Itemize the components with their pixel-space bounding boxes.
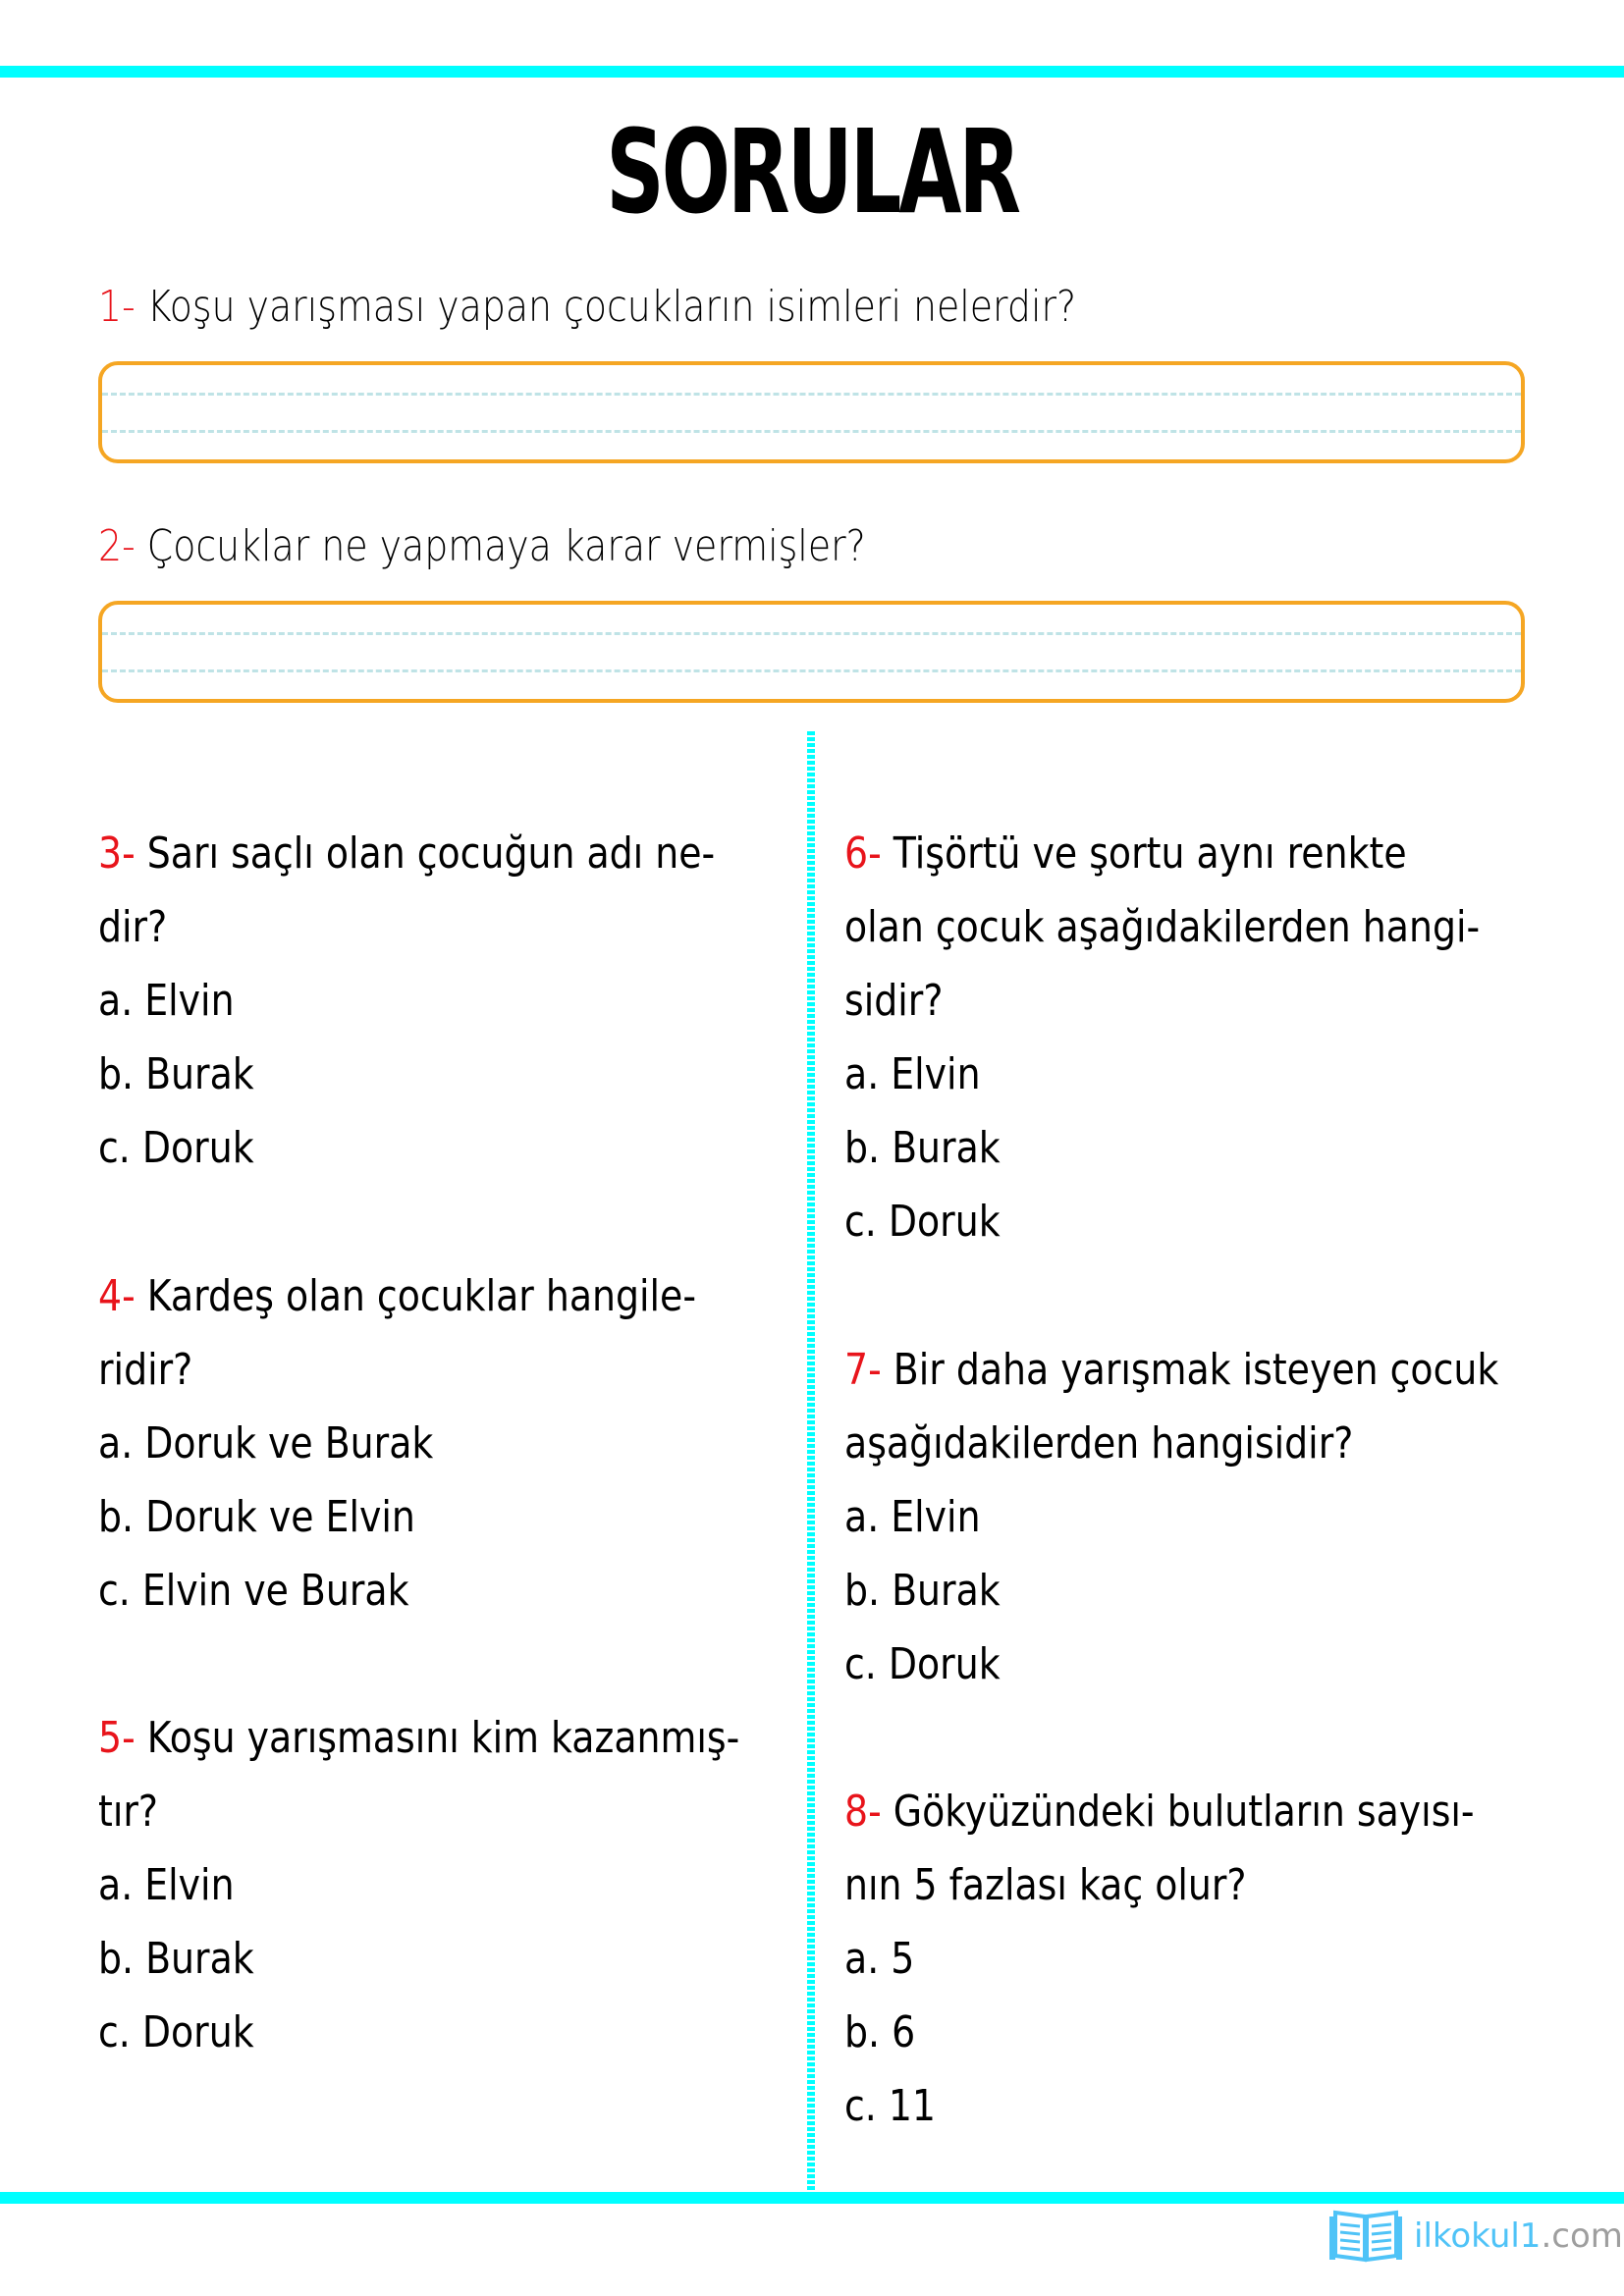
question-1 [98,283,1076,332]
question-line: nın 5 fazlası kaç olur? [844,1860,1247,1910]
option-c[interactable]: c. Doruk [844,1639,1001,1689]
question-number: 8- [844,1787,882,1837]
option-b[interactable]: b. 6 [844,2007,916,2057]
question-3 [98,817,785,1185]
writing-guide-line [102,430,1521,433]
question-4 [98,1259,785,1628]
option-b[interactable]: b. Burak [844,1123,1001,1173]
option-b[interactable]: b. Burak [98,1049,254,1099]
question-line: 5- Koşu yarışmasını kim kazanmış- [98,1713,740,1763]
question-number: 4- [98,1271,135,1321]
option-b[interactable]: b. Burak [844,1566,1001,1616]
option-c[interactable]: c. Elvin ve Burak [98,1566,409,1616]
question-line: sidir? [844,976,944,1026]
option-c[interactable]: c. Doruk [844,1197,1001,1247]
writing-guide-line [102,393,1521,396]
question-number: 5- [98,1713,135,1763]
writing-guide-line [102,632,1521,635]
question-line: 4- Kardeş olan çocuklar hangile- [98,1271,696,1321]
question-number: 6- [844,828,882,879]
question-line: 6- Tişörtü ve şortu aynı renkte [844,828,1407,879]
question-8 [844,1775,1532,2143]
option-a[interactable]: a. Elvin [844,1492,981,1542]
question-2 [98,522,866,571]
site-logo[interactable] [1327,2209,1623,2264]
question-line: olan çocuk aşağıdakilerden hangi- [844,902,1481,952]
question-number: 7- [844,1345,882,1395]
question-line: 8- Gökyüzündeki bulutların sayısı- [844,1787,1475,1837]
writing-guide-line [102,669,1521,672]
logo-text: ilkokul1.com [1414,2216,1623,2256]
open-book-icon [1327,2209,1404,2264]
answer-box-1[interactable] [98,361,1525,463]
bottom-accent-bar [0,2192,1624,2204]
question-text: Çocuklar ne yapmaya karar vermişler? [146,521,866,571]
option-b[interactable]: b. Burak [98,1934,254,1984]
question-7 [844,1333,1532,1701]
option-c[interactable]: c. Doruk [98,2007,254,2057]
answer-box-2[interactable] [98,601,1525,703]
option-a[interactable]: a. Doruk ve Burak [98,1418,434,1468]
top-accent-bar [0,66,1624,78]
question-line: aşağıdakilerden hangisidir? [844,1418,1354,1468]
question-line: dir? [98,902,168,952]
option-a[interactable]: a. Elvin [844,1049,981,1099]
option-a[interactable]: a. Elvin [98,976,235,1026]
option-b[interactable]: b. Doruk ve Elvin [98,1492,415,1542]
question-line: 3- Sarı saçlı olan çocuğun adı ne- [98,828,716,879]
option-c[interactable]: c. Doruk [98,1123,254,1173]
question-6 [844,817,1532,1258]
page-title: SORULAR [606,104,1018,240]
option-c[interactable]: c. 11 [844,2081,937,2131]
column-divider [807,731,815,2194]
option-a[interactable]: a. 5 [844,1934,915,1984]
question-5 [98,1701,785,2069]
question-line: ridir? [98,1345,193,1395]
question-number: 1- [98,282,135,332]
question-number: 2- [98,521,135,571]
question-number: 3- [98,828,135,879]
option-a[interactable]: a. Elvin [98,1860,235,1910]
question-line: 7- Bir daha yarışmak isteyen çocuk [844,1345,1499,1395]
question-line: tır? [98,1787,158,1837]
question-text: Koşu yarışması yapan çocukların isimleri nelerdir? [146,282,1077,332]
